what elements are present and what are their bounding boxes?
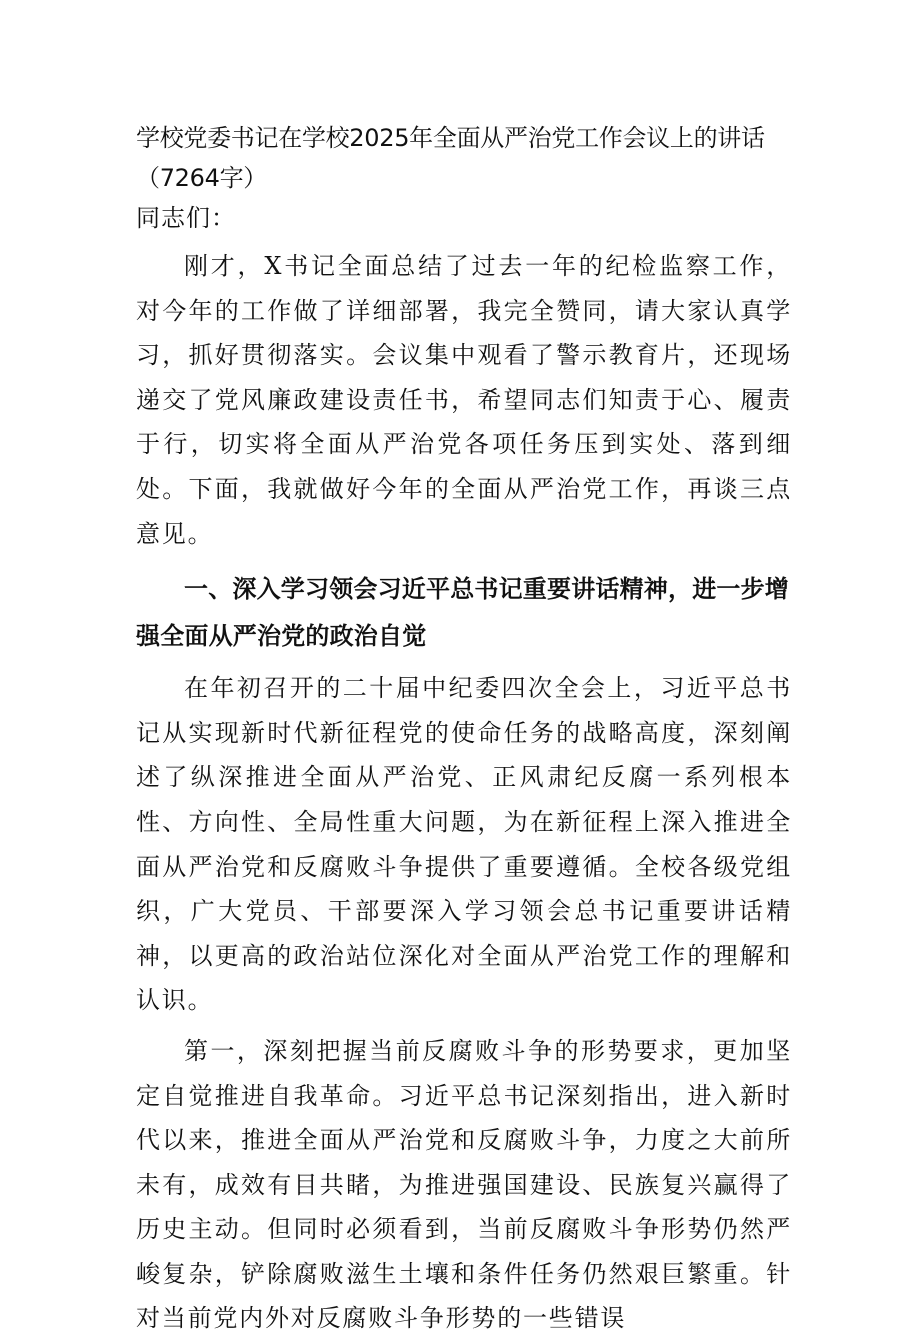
spacer <box>136 556 792 566</box>
document-title: 学校党委书记在学校2025年全面从严治党工作会议上的讲话（7264字） <box>136 124 765 192</box>
section-paragraph: 在年初召开的二十届中纪委四次全会上，习近平总书记从实现新时代新征程党的使命任务的战略高度，深刻阐述了纵深推进全面从严治党、正风肃纪反腐一系列根本性、方向性、全局性重大问题，为在新征程上深入推进全面从严治党和反腐败斗争提供了重要遵循。全校各级党组织，广大党员、干部要深入学习领会总书记重要讲话精神，以更高的政治站位深化对全面从严治党工作的理解和认识。 <box>136 674 792 1015</box>
salutation: 同志们： <box>136 204 236 232</box>
section-heading: 一、深入学习领会习近平总书记重要讲话精神，进一步增强全面从严治党的政治自觉 <box>136 575 789 651</box>
section-paragraph: 第一，深刻把握当前反腐败斗争的形势要求，更加坚定自觉推进自我革命。习近平总书记深刻指出，进入新时代以来，推进全面从严治党和反腐败斗争，力度之大前所未有，成效有目共睹，为推进强国建设、民族复兴赢得了历史主动。但同时必须看到，当前反腐败斗争形势仍然严峻复杂，铲除腐败滋生土壤和条件任务仍然艰巨繁重。针对当前党内外对反腐败斗争形势的一些错误 <box>136 1036 792 1333</box>
opening-paragraph: 刚才，X书记全面总结了过去一年的纪检监察工作，对今年的工作做了详细部署，我完全赞同，请大家认真学习，抓好贯彻落实。会议集中观看了警示教育片，还现场递交了党风廉政建设责任书，希望同志们知责于心、履责于行，切实将全面从严治党各项任务压到实处、落到细处。下面，我就做好今年的全面从严治党工作，再谈三点意见。 <box>136 252 792 548</box>
document-body <box>136 118 792 1341</box>
